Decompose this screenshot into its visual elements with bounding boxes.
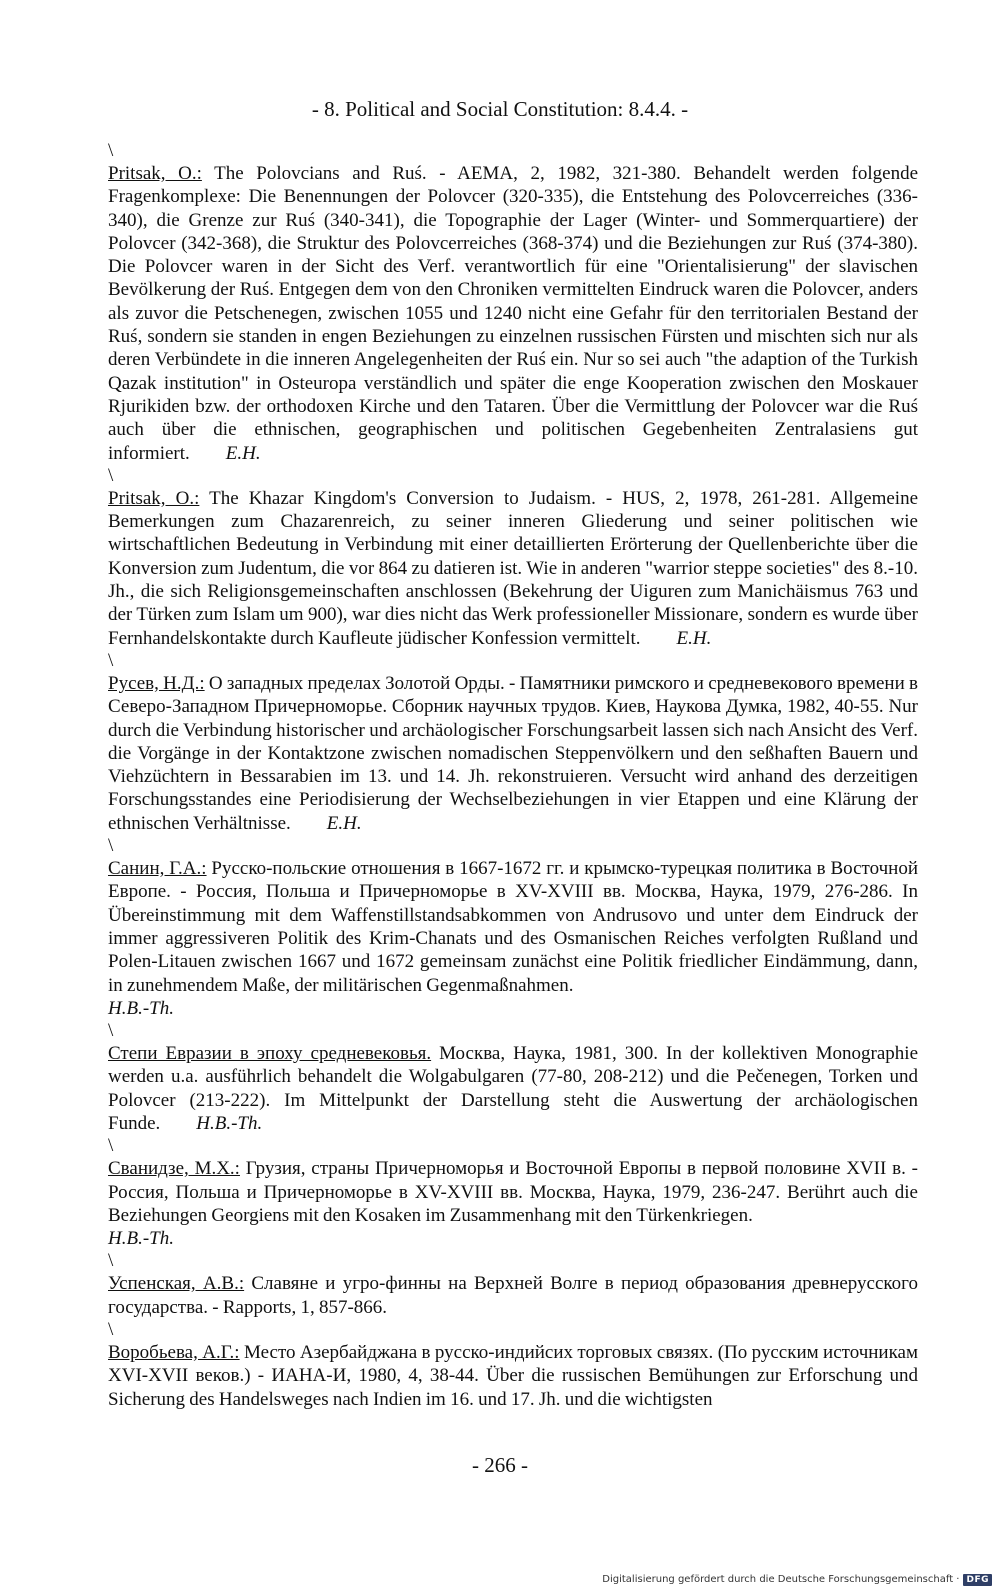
dfg-logo: DFG [963,1574,992,1586]
bibliography-entry [108,1250,918,1319]
entry-author: Степи Евразии в эпоху средневековья. [108,1043,432,1065]
entry-separator: \ [108,1020,114,1042]
entry-reviewer: E.H. [326,812,362,834]
page-number: - 266 - [472,1453,528,1477]
entry-reviewer: H.B.-Th. [196,1112,263,1134]
entry-author: Санин, Г.А.: [108,858,207,880]
entry-author: Успенская, А.В.: [108,1273,245,1295]
entry-separator: \ [108,649,114,671]
entry-text: Русско-польские отношения в 1667-1672 гг. и крымско-турецкая политика в Восточной Европе. - Россия, Польша и Причерноморье в XV-XVIII вв. Москва, Наука, 1979, 276-286. In Übereinstimmung mit dem Waffenstillstandsabkommen von Andrusovo und unter dem Eindruck der immer aggressiveren Politik des Krim-Chanats und des Osmanischen Reiches verfolgten Rußland und Polen-Litauen zwischen 1667 und 1672 gemeinsam zunächst eine Politik friedlicher Eindämmung, dann, in zunehmendem Maße, der militärischen Gegenmaßnahmen. [108,858,919,996]
entry-separator: \ [108,1250,114,1272]
entry-separator: \ [108,835,114,857]
entry-separator: \ [108,1319,114,1341]
entry-reviewer: E.H. [676,627,712,649]
footer-text: Digitalisierung gefördert durch die Deutsche Forschungsgemeinschaft · [602,1574,960,1585]
bibliography-entry [108,1319,918,1411]
entry-author: Сванидзе, М.Х.: [108,1158,240,1180]
bibliography-entry [108,650,918,835]
entry-text: The Khazar Kingdom's Conversion to Judaism. - HUS, 2, 1978, 261-281. Allgemeine Bemerkungen zum Chazarenreich, zu seiner inneren Gliederung und seiner politischen wie wirtschaftlichen Bedeutung in Verbindung mit einer detaillierten Erörterung der Quellenberichte über die Konversion zum Judentum, die vor 864 zu datieren ist. Wie in anderen "warrior steppe societies" des 8.-10. Jh., die sich Religionsgemeinschaften anschlossen (Bekehrung der Uiguren zum Manichäismus 763 und der Türken zum Islam um 900), war dies nicht das Werk professioneller Missionare, sondern es wurde über Fernhandelskontakte durch Kaufleute jüdischer Konfession vermittelt. [108,487,919,649]
entry-separator: \ [108,1135,114,1157]
bibliography-entry [108,465,918,650]
entry-separator: \ [108,464,114,486]
entry-text: О западных пределах Золотой Орды. - Памятники римского и средневекового времени в Северо-Западном Причерноморье. Сборник научных трудов. Киев, Наукова Думка, 1982, 40-55. Nur durch die Verbindung historischer und archäologischer Forschungsarbeit lassen sich nach Ansicht des Verf. die Vorgänge in der Kontaktzone zwischen nomadischen Steppenvölkern und den seßhaften Bauern und Viehzüchtern in Bessarabien im 13. und 14. Jh. rekonstruieren. Versucht wird anhand des derzeitigen Forschungsstandes eine Periodisierung der Wechselbeziehungen in vier Etappen und eine Klärung der ethnischen Verhältnisse. [108,672,918,834]
entry-text: Место Азербайджана в русско-индийсих торговых связях. (По русским источникам XVI-XVII веков.) - ИАНА-И, 1980, 4, 38-44. Über die russischen Bemühungen zur Erforschung und Sicherung des Handelsweges nach Indien im 16. und 17. Jh. und die wichtigsten [108,1342,919,1410]
entry-text: The Polovcians and Ruś. - AEMA, 2, 1982, 321-380. Behandelt werden folgende Fragenkomplexe: Die Benennungen der Polovcer (320-335), die Entstehung des Polovcerreiches (336-340), die Grenze zur Ruś (340-341), die Topographie der Lager (Winter- und Sommerquartiere) der Polovcer (342-368), die Struktur des Polovcerreiches (368-374) und die Beziehungen zur Ruś (374-380). Die Polovcer waren in der Sicht des Verf. verantwortlich für eine "Orientalisierung" der slavischen Bevölkerung der Ruś. Entgegen dem von den Chroniken vermittelten Eindruck waren die Polovcer, anders als zuvor die Petschenegen, zwischen 1055 und 1240 nicht eine Gefahr für den territorialen Bestand der Ruś, sondern sie standen in engen Beziehungen zu einzelnen russischen Fürsten und mischten sich nur als deren Verbündete in die inneren Angelegenheiten der Ruś ein. Nur so sei auch "the adaption of the Turkish Qazak institution" in Osteuropa verständlich und später die enge Kooperation zwischen den Moskauer Rjurikiden bzw. der orthodoxen Kirche und den Tataren. Über die Vermittlung der Polovcer war die Ruś auch über die ethnischen, geographischen und politischen Gegebenheiten Zentralasiens gut informiert. [108,163,918,464]
entry-reviewer: H.B.-Th. [108,997,174,1019]
entry-author: Pritsak, O.: [108,487,200,509]
running-header: - 8. Political and Social Constitution: 8.4.4. - [311,97,689,121]
entry-reviewer: H.B.-Th. [108,1228,174,1250]
entry-text: Москва, Наука, 1981, 300. In der kollektiven Monographie werden u.a. ausführlich behandelt die Wolgabulgaren (77-80, 208-212) und die Pečenegen, Torken und Polovcer (213-222). Im Mittelpunkt der Darstellung steht die Auswertung der archäologischen Funde. [108,1043,918,1134]
bibliography-entry [108,835,918,1020]
entry-author: Русев, Н.Д.: [108,672,205,694]
entry-reviewer: E.H. [225,442,261,464]
entry-text: Славяне и угро-финны на Верхней Волге в период образования древнерусского государства. - Rapports, 1, 857-866. [108,1273,918,1318]
bibliography-entry [108,140,918,465]
entry-author: Воробьева, А.Г.: [108,1342,240,1364]
bibliography-entry [108,1135,918,1250]
bibliography-entries [108,140,918,1411]
bibliography-entry [108,1020,918,1135]
entry-text: Грузия, страны Причерноморья и Восточной Европы в первой половине XVII в. - Россия, Польша и Причерноморье в XV-XVIII вв. Москва, Наука, 1979, 236-247. Berührt auch die Beziehungen Georgiens mit den Kosaken im Zusammenhang mit den Türkenkriegen. [108,1158,918,1226]
digitization-footer [602,1573,992,1587]
entry-separator: \ [108,140,114,161]
entry-author: Pritsak, O.: [108,163,202,184]
